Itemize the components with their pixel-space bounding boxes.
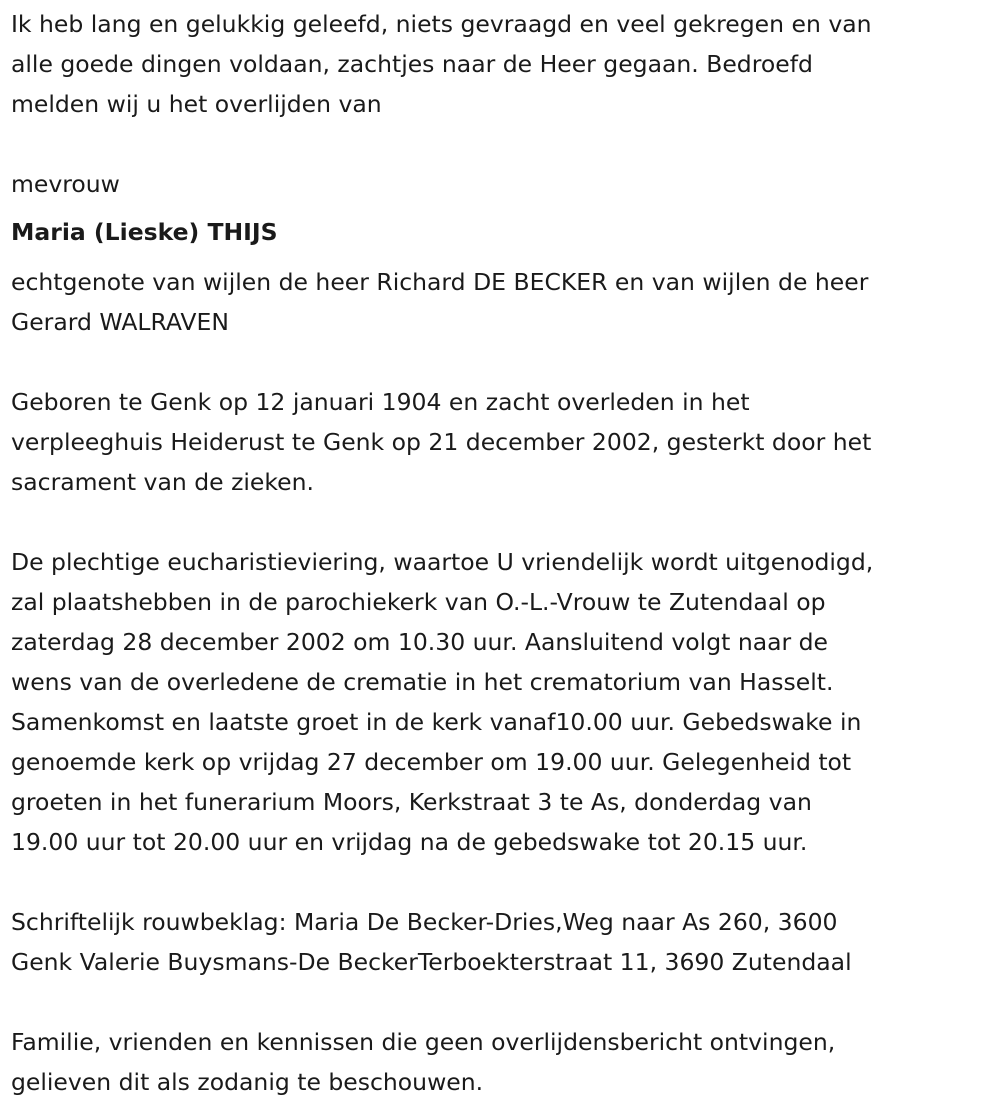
- condolences-paragraph: Schriftelijk rouwbeklag: Maria De Becker-Dries,Weg naar As 260, 3600 Genk Valerie Buysmans-De BeckerTerboekterstraat 11, 3690 Zutendaal: [11, 908, 852, 976]
- birth-death-paragraph: Geboren te Genk op 12 januari 1904 en zacht overleden in het verpleeghuis Heiderust te Genk op 21 december 2002, gesterkt door het sacrament van de zieken.: [11, 388, 872, 496]
- spouse-paragraph: echtgenote van wijlen de heer Richard DE BECKER en van wijlen de heer Gerard WALRAVEN: [11, 268, 869, 336]
- family-note-paragraph: Familie, vrienden en kennissen die geen overlijdensbericht ontvingen, gelieven dit als zodanig te beschouwen.: [11, 1028, 836, 1096]
- intro-paragraph: Ik heb lang en gelukkig geleefd, niets gevraagd en veel gekregen en van alle goede dingen voldaan, zachtjes naar de Heer gegaan. Bedroefd melden wij u het overlijden van: [11, 10, 872, 118]
- funeral-paragraph: De plechtige eucharistieviering, waartoe U vriendelijk wordt uitgenodigd, zal plaatshebben in de parochiekerk van O.-L.-Vrouw te Zutendaal op zaterdag 28 december 2002 om 10.30 uur. Aansluitend volgt naar de wens van de overledene de crematie in het crematorium van Hasselt. Samenkomst en laatste groet in de kerk vanaf10.00 uur. Gebedswake in genoemde kerk op vrijdag 27 december om 19.00 uur. Gelegenheid tot groeten in het funerarium Moors, Kerkstraat 3 te As, donderdag van 19.00 uur tot 20.00 uur en vrijdag na de gebedswake tot 20.15 uur.: [11, 548, 874, 856]
- deceased-name: Maria (Lieske) THIJS: [11, 218, 278, 246]
- honorific-title: mevrouw: [11, 170, 120, 198]
